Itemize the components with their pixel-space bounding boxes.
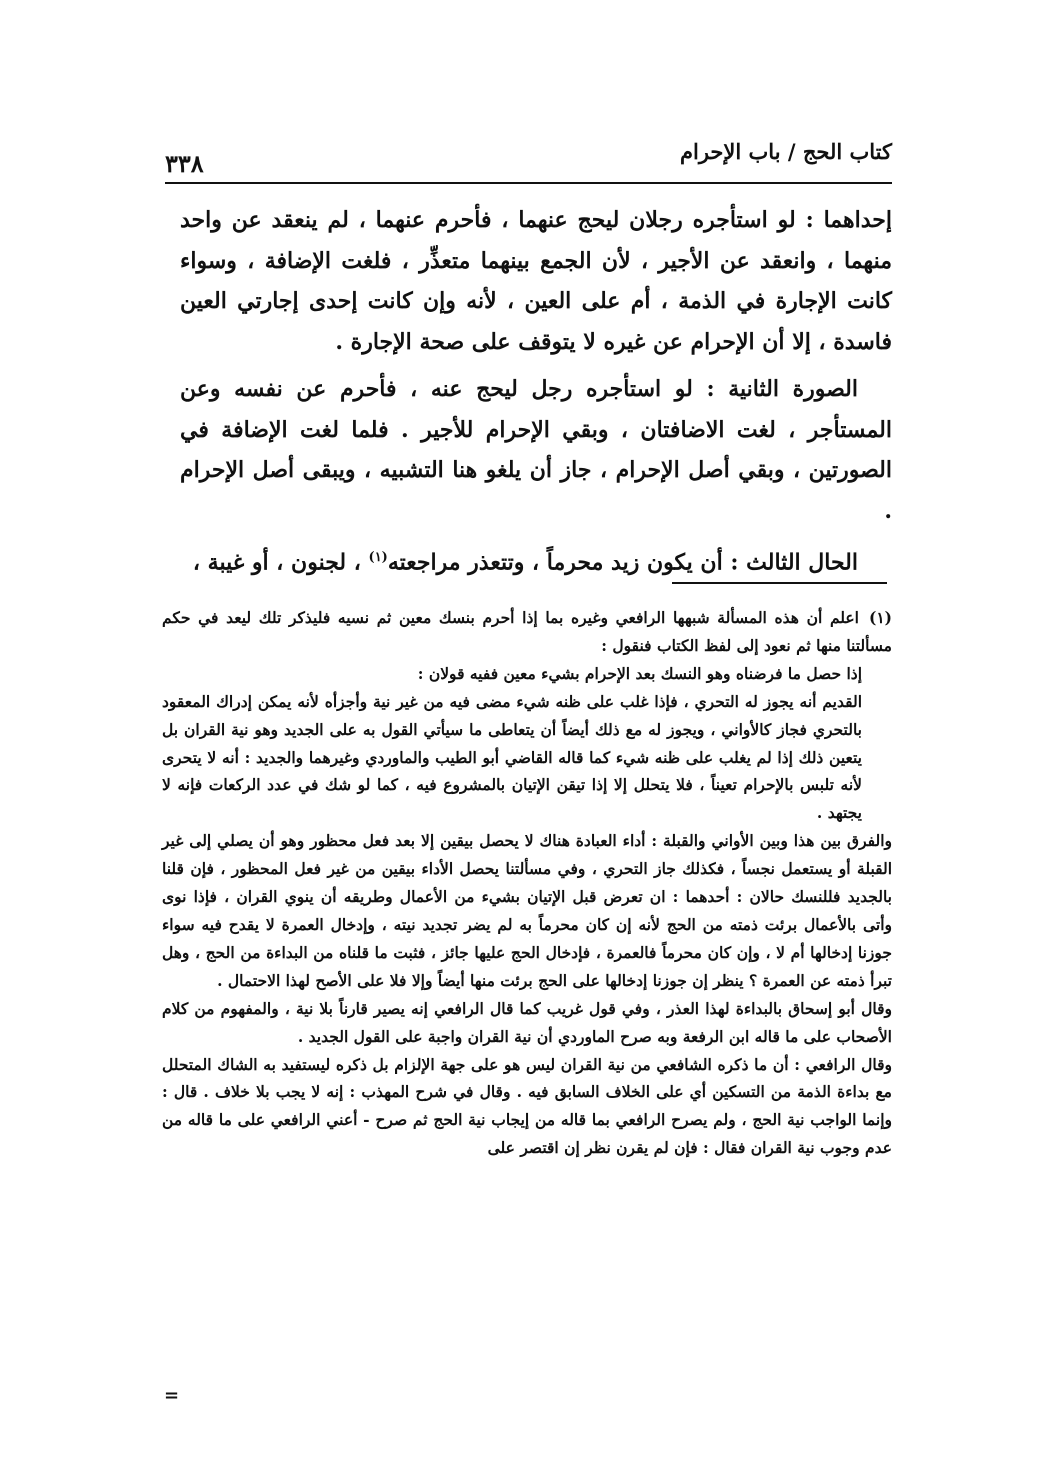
paragraph-term: الحال الثالث: [746, 549, 858, 576]
footnote-paragraph: إذا حصل ما فرضناه وهو النسك بعد الإحرام بشيء معين ففيه قولان :: [417, 663, 862, 683]
footnote-paragraph: القديم أنه يجوز له التحري ، فإذا غلب على ظنه شيء مضى فيه من غير نية وأجزأه لأنه يمكن إدراك المعقود بالتحري فجاز كالأواني ، ويجوز له مع ذلك أيضاً أن يتعاطى ما سيأتي القول به على الجديد وهو نية القران بل يتعين ذلك إذا لم يغلب على ظنه شيء كما قاله القاضي أبو الطيب والماوردي وغيرهما والجديد : أنه لا يتحرى لأنه تلبس بالإحرام تعيناً ، فلا يتحلل إلا إذا تيقن الإتيان بالمشروع فيه ، كما لو شك في عدد الركعات فإنه لا يجتهد .: [162, 691, 862, 823]
footnote-reference: (١): [368, 550, 388, 565]
paragraph-term: الصورة الثانية: [728, 376, 858, 402]
paragraph-first-case: [180, 200, 892, 362]
paragraph-body: : لو استأجره رجلان ليحج عنهما ، فأحرم عنهما ، لم ينعقد عن واحد منهما ، وانعقد عن الأجير ، لأن الجمع بينهما متعذِّر ، فلغت الإضافة ، وسواء كانت الإجارة في الذمة ، أم على العين ، لأنه وإن كانت إحدى إجارتي العين فاسدة ، إلا أن الإحرام عن غيره لا يتوقف على صحة الإجارة .: [180, 207, 892, 355]
page-header: [165, 135, 892, 179]
paragraph-second-form: [180, 369, 892, 531]
footnote-paragraph: وقال أبو إسحاق بالبداءة لهذا العذر ، وفي قول غريب كما قال الرافعي إنه يصير قارناً بلا نية ، والمفهوم من كلام الأصحاب على ما قاله ابن الرفعة وبه صرح الماوردي أن نية القران واجبة على القول الجديد .: [162, 998, 892, 1046]
footnotes: [162, 604, 892, 1162]
footnote-separator: [672, 582, 887, 584]
footnote-paragraph: [162, 604, 892, 660]
paragraph-third-state: [180, 538, 892, 583]
footnote-text: اعلم أن هذه المسألة شبهها الرافعي وغيره بما إذا أحرم بنسك معين ثم نسيه فليذكر تلك ليعد في حكم مسألتنا منها ثم نعود إلى لفظ الكتاب فنقول :: [162, 608, 892, 655]
footnote-paragraph: وقال الرافعي : أن ما ذكره الشافعي من نية القران ليس هو على جهة الإلزام بل ذكره ليستفيد به الشاك المتحلل مع بداءة الذمة من التسكين أي على الخلاف السابق فيه . وقال في شرح المهذب : إنه لا يجب بلا خلاف . قال : وإنما الواجب نية الحج ، ولم يصرح الرافعي بما قاله من إيجاب نية الحج ثم صرح - أعني الرافعي على ما قاله من عدم وجوب نية القران فقال : فإن لم يقرن نظر إن اقتصر على: [162, 1054, 892, 1158]
footnote-paragraph: والفرق بين هذا وبين الأواني والقبلة : أداء العبادة هناك لا يحصل بيقين إلا بعد فعل محظور وهو أن يصلي إلى غير القبلة أو يستعمل نجساً ، فكذلك جاز التحري ، وفي مسألتنا يحصل الأداء بيقين من غير فعل المحظور ، فإن قلنا بالجديد فللنسك حالان : أحدهما : ان تعرض قبل الإتيان بشيء من الأعمال وطريقه أن ينوي القران ، فإذا نوى وأتى بالأعمال برئت ذمته من الحج لأنه إن كان محرماً به لم يضر تجديد نيته ، وإدخال العمرة لا يقدح فيه سواء جوزنا إدخالها أم لا ، وإن كان محرماً فالعمرة ، فإدخال الحج عليها جائز ، فثبت ما قلناه من البداءة من الحج ، وهل تبرأ ذمته عن العمرة ؟ ينظر إن جوزنا إدخالها على الحج برئت منها أيضاً وإلا فلا على الأصح لهذا الاحتمال .: [162, 831, 892, 990]
running-title: كتاب الحج / باب الإحرام: [680, 139, 892, 164]
header-rule: [165, 182, 892, 184]
footnote-continuation-mark: =: [164, 1385, 180, 1406]
footnote-marker: (١): [868, 608, 892, 627]
paragraph-body: ، لجنون ، أو غيبة ،: [192, 549, 369, 576]
paragraph-body: : أن يكون زيد محرماً ، وتتعذر مراجعته: [387, 549, 739, 576]
paragraph-term: إحداهما: [823, 207, 892, 233]
page-number: ٣٣٨: [165, 149, 204, 178]
main-text: [180, 200, 892, 590]
paragraph-body: : لو استأجره رجل ليحج عنه ، فأحرم عن نفسه وعن المستأجر ، لغت الاضافتان ، وبقي الإحرام للأجير . فلما لغت الإضافة في الصورتين ، وبقي أصل الإحرام ، جاز أن يلغو هنا التشبيه ، ويبقى أصل الإحرام .: [180, 376, 892, 524]
